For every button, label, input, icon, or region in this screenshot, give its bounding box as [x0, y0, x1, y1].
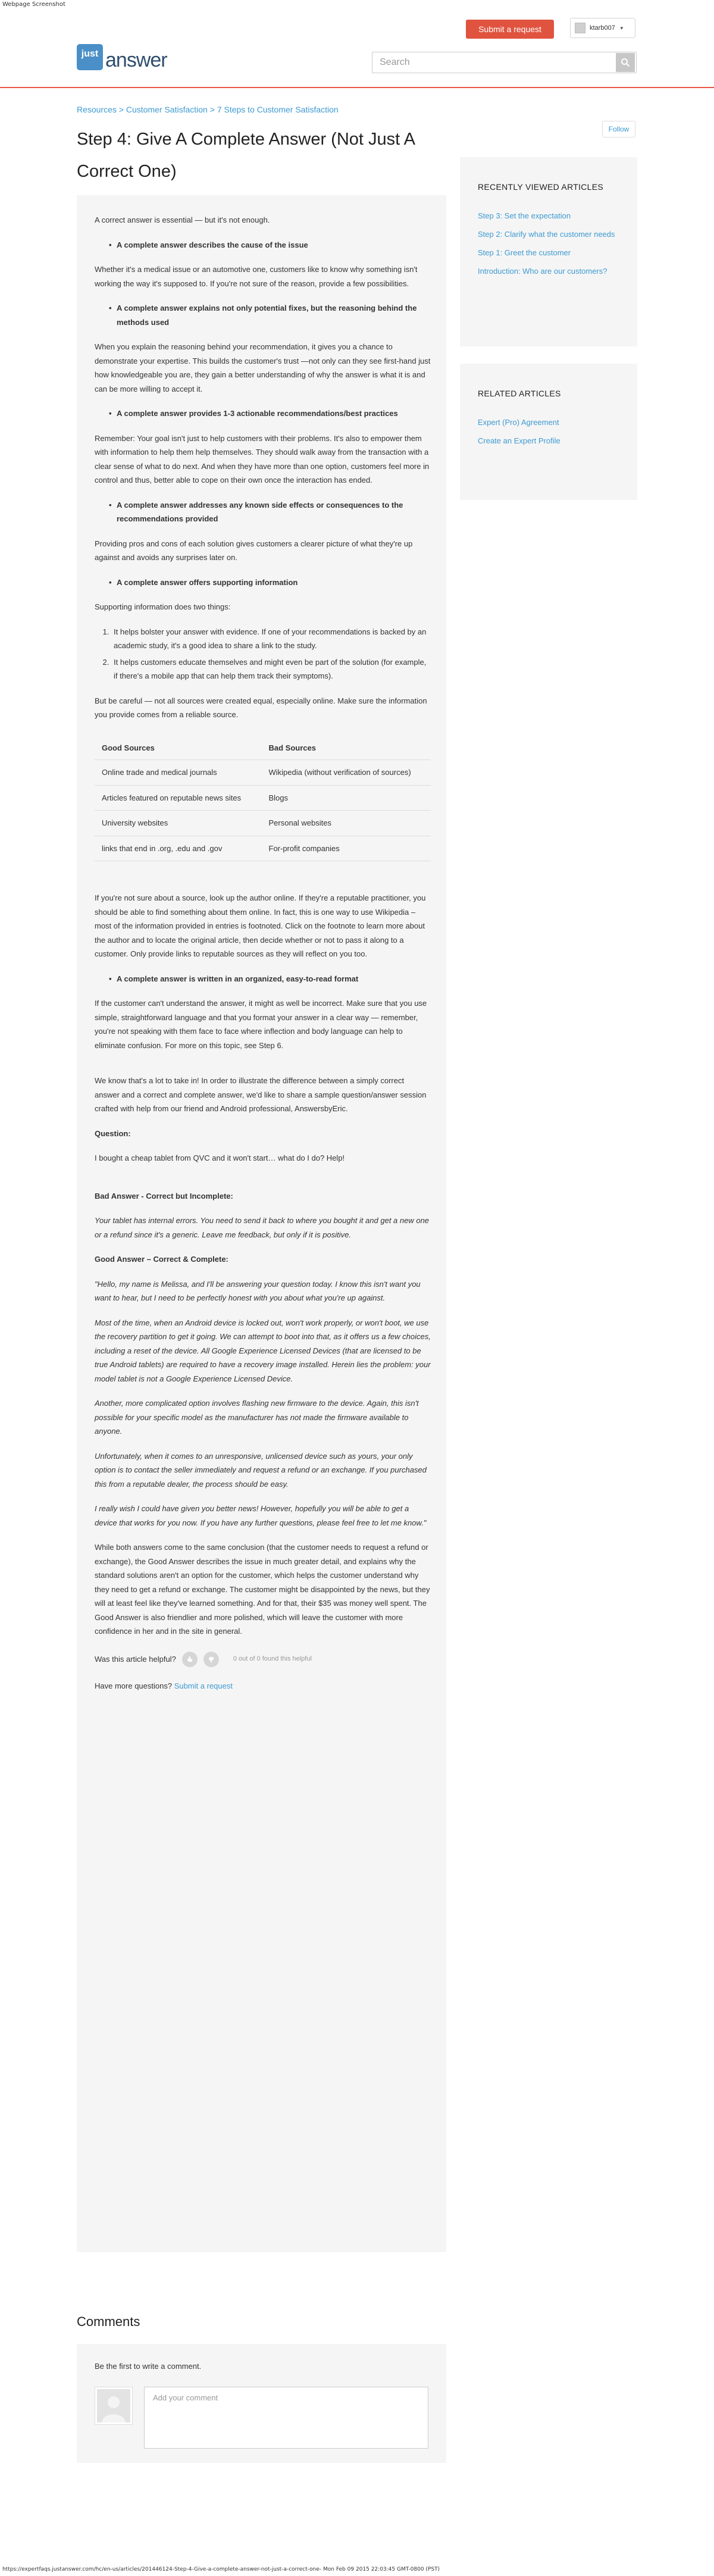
- article-paragraph: Supporting information does two things:: [95, 602, 231, 611]
- bad-answer-label: Bad Answer - Correct but Incomplete:: [95, 1191, 233, 1201]
- list-item: 2. It helps customers educate themselves and might even be part of the solution (for example, if there's a mobile app that can help them track their symptoms).: [111, 655, 431, 683]
- comments-title: Comments: [77, 2314, 140, 2329]
- good-answer-paragraph: Most of the time, when an Android device is locked out, won't work properly, or won't boot, we use the recovery partition to get it going. We can attempt to boot into that, as it offers us a few choices, including a reset of the device. All Google Experience Licensed Devices (that are licensed to be true Android tablets) are required to have a recovery image installed. Herein lies the problem: your model tablet is not a Google Experience Licensed Device.: [95, 1318, 431, 1383]
- supporting-info-list: [111, 625, 431, 683]
- search-icon: [621, 58, 630, 67]
- article-paragraph: A correct answer is essential — but it's not enough.: [95, 215, 270, 224]
- more-questions-label: Have more questions?: [95, 1681, 173, 1690]
- key-point: • A complete answer addresses any known side effects or consequences to the recommendations provided: [95, 498, 431, 526]
- logo-mark: just: [77, 44, 103, 70]
- submit-request-button[interactable]: Submit a request: [466, 20, 554, 39]
- vote-count: 0 out of 0 found this helpful: [233, 1655, 312, 1662]
- good-answer-label: Good Answer – Correct & Complete:: [95, 1255, 228, 1264]
- article-paragraph: While both answers come to the same conclusion (that the customer needs to request a refund or exchange), the Good Answer describes the issue in much greater detail, and explains why the standard solutions aren't an option for the customer, which helps the customer understand why they need to get a refund or exchange. The customer might be disappointed by the news, but they will at least feel like they've learned something. And for that, their $35 was money well spent. The Good Answer is also friendlier and more polished, which will leave the customer with more confidence in her and in the site in general.: [95, 1543, 430, 1636]
- breadcrumb-separator: >: [207, 105, 217, 114]
- thumbs-up-icon: [186, 1656, 193, 1663]
- follow-button[interactable]: Follow: [602, 121, 635, 137]
- recent-article-link[interactable]: Step 2: Clarify what the customer needs: [478, 230, 615, 239]
- question-label: Question:: [95, 1128, 131, 1138]
- chevron-down-icon: ▼: [619, 25, 624, 31]
- good-answer-paragraph: Another, more complicated option involves flashing new firmware to the device. Again, this isn't possible for your specific model as the manufacturer has not made the firmware available to anyone.: [95, 1399, 419, 1436]
- user-menu[interactable]: [570, 18, 635, 38]
- table-cell: For-profit companies: [263, 836, 431, 861]
- table-cell: links that end in .org, .edu and .gov: [95, 836, 263, 861]
- recently-viewed-list: [478, 210, 625, 278]
- key-point: • A complete answer offers supporting information: [95, 576, 431, 590]
- article-paragraph: Providing pros and cons of each solution gives customers a clearer picture of what they're up against and avoids any surprises later on.: [95, 539, 413, 562]
- article-paragraph: But be careful — not all sources were created equal, especially online. Make sure the information you provide comes from a reliable source.: [95, 696, 427, 719]
- user-placeholder-icon: [97, 2389, 130, 2422]
- table-row: [95, 836, 431, 861]
- recent-article-link[interactable]: Step 3: Set the expectation: [478, 211, 571, 220]
- vote-up-button[interactable]: [182, 1652, 198, 1667]
- article-paragraph: We know that's a lot to take in! In order to illustrate the difference between a simply correct answer and a correct and complete answer, we'd like to share a sample question/answer session crafted with help from our friend and Android professional, AnswersbyEric.: [95, 1076, 427, 1113]
- key-point: • A complete answer provides 1-3 actionable recommendations/best practices: [95, 407, 431, 421]
- sources-table: [95, 736, 431, 862]
- thumbs-down-icon: [208, 1656, 215, 1663]
- key-point: • A complete answer is written in an organized, easy-to-read format: [95, 972, 431, 986]
- related-article-link[interactable]: Create an Expert Profile: [478, 436, 560, 445]
- good-answer-paragraph: I really wish I could have given you better news! However, hopefully you will be able to get a device that works for you now. If you have any further questions, please feel free to let me know.": [95, 1504, 427, 1527]
- article-paragraph: If the customer can't understand the answer, it might as well be incorrect. Make sure that you use simple, straightforward language and that you format your answer in a clear way — remember, you're not speaking with them face to face where inflection and body language can help to eliminate confusion. For more on this topic, see Step 6.: [95, 999, 427, 1050]
- breadcrumb-item-seven-steps[interactable]: 7 Steps to Customer Satisfaction: [217, 105, 339, 114]
- helpful-question: Was this article helpful?: [95, 1654, 176, 1664]
- breadcrumb-item-customer-satisfaction[interactable]: Customer Satisfaction: [126, 105, 208, 114]
- related-articles-title: RELATED ARTICLES: [478, 389, 561, 398]
- article-panel: [77, 195, 446, 2252]
- article-paragraph: If you're not sure about a source, look up the author online. If they're a reputable practitioner, you should be able to find something about them online. In fact, this is one way to use Wikipedia – most of the information provided in entries is footnoted. Click on the footnote to learn more about the author and to locate the original article, then decide whether or not to pass it along to a customer. Only provide links to reputable sources as they will reflect on you too.: [95, 893, 426, 958]
- search-button[interactable]: [616, 53, 635, 72]
- table-header: Bad Sources: [263, 736, 431, 760]
- table-cell: Blogs: [263, 785, 431, 811]
- article-body: [95, 213, 431, 1703]
- table-header: Good Sources: [95, 736, 263, 760]
- breadcrumb-item-resources[interactable]: Resources: [77, 105, 117, 114]
- breadcrumb-separator: >: [116, 105, 126, 114]
- article-paragraph: Remember: Your goal isn't just to help customers with their problems. It's also to empower them with information to help them help themselves. They should walk away from the transaction with a clear sense of what to do next. And when they have more than one option, customers feel more in control and thus, better able to cope on their own once the interaction has ended.: [95, 433, 430, 484]
- recent-article-link[interactable]: Step 1: Greet the customer: [478, 248, 571, 257]
- article-vote: [95, 1652, 431, 1667]
- justanswer-logo[interactable]: [77, 44, 184, 75]
- more-questions: [95, 1679, 431, 1693]
- list-item: 1. It helps bolster your answer with evidence. If one of your recommendations is backed by an academic study, it's a good idea to share a link to the study.: [111, 625, 431, 653]
- table-cell: Online trade and medical journals: [95, 760, 263, 786]
- table-cell: University websites: [95, 811, 263, 836]
- table-header-row: [95, 736, 431, 760]
- page-url-footer: https://expertfaqs.justanswer.com/hc/en-us/articles/201446124-Step-4-Give-a-complete-answer-not-just-a-correct-one- Mon Feb 09 2015 22:03:45 GMT-0800 (PST): [2, 2566, 440, 2572]
- key-point: • A complete answer explains not only potential fixes, but the reasoning behind the methods used: [95, 301, 431, 329]
- username: ktarb007: [590, 24, 615, 32]
- recently-viewed-title: RECENTLY VIEWED ARTICLES: [478, 182, 604, 192]
- avatar: [95, 2387, 133, 2425]
- table-cell: Articles featured on reputable news sites: [95, 785, 263, 811]
- table-cell: Wikipedia (without verification of sources): [263, 760, 431, 786]
- comment-input[interactable]: [144, 2387, 428, 2449]
- recently-viewed-panel: [460, 157, 637, 346]
- related-articles-list: [478, 416, 625, 448]
- bad-answer-text: Your tablet has internal errors. You need to send it back to where you bought it and get a new one or a refund since it's a generic. Leave me feedback, but only if it is positive.: [95, 1216, 430, 1239]
- vote-down-button[interactable]: [203, 1652, 219, 1667]
- good-answer-paragraph: "Hello, my name is Melissa, and I'll be answering your question today. I know this isn't want you want to hear, but I need to be perfectly honest with you about what you're up against.: [95, 1279, 421, 1302]
- table-row: [95, 785, 431, 811]
- related-articles-panel: [460, 364, 637, 500]
- page-title: Step 4: Give A Complete Answer (Not Just A Correct One): [77, 130, 415, 181]
- key-point: • A complete answer describes the cause of the issue: [95, 238, 431, 252]
- breadcrumb: [77, 105, 339, 114]
- table-row: [95, 811, 431, 836]
- table-cell: Personal websites: [263, 811, 431, 836]
- search-input[interactable]: [372, 52, 616, 73]
- article-paragraph: Whether it's a medical issue or an automotive one, customers like to know why something isn't working the way it's supposed to. If you're not sure of the reason, provide a few possibilities.: [95, 265, 418, 288]
- submit-request-link[interactable]: Submit a request: [174, 1681, 233, 1690]
- user-avatar: [575, 23, 585, 33]
- table-row: [95, 760, 431, 786]
- comments-empty-text: Be the first to write a comment.: [95, 2362, 202, 2371]
- recent-article-link[interactable]: Introduction: Who are our customers?: [478, 267, 607, 276]
- comments-panel: [77, 2344, 446, 2463]
- question-text: I bought a cheap tablet from QVC and it won't start… what do I do? Help!: [95, 1153, 345, 1162]
- good-answer-paragraph: Unfortunately, when it comes to an unresponsive, unlicensed device such as yours, your only option is to contact the seller immediately and request a refund or an exchange. If you purchased this from a reputable dealer, the process should be easy.: [95, 1451, 427, 1489]
- search-box: [372, 52, 637, 73]
- logo-wordmark: answer: [105, 49, 167, 71]
- related-article-link[interactable]: Expert (Pro) Agreement: [478, 418, 559, 427]
- article-paragraph: When you explain the reasoning behind your recommendation, it gives you a chance to demonstrate your expertise. This builds the customer's trust —not only can they see first-hand just how knowledgeable you are, they gain a better understanding of why the answer is what it is and can be more willing to accept it.: [95, 342, 431, 393]
- screenshot-label: Webpage Screenshot: [2, 1, 65, 8]
- site-header: [0, 0, 714, 88]
